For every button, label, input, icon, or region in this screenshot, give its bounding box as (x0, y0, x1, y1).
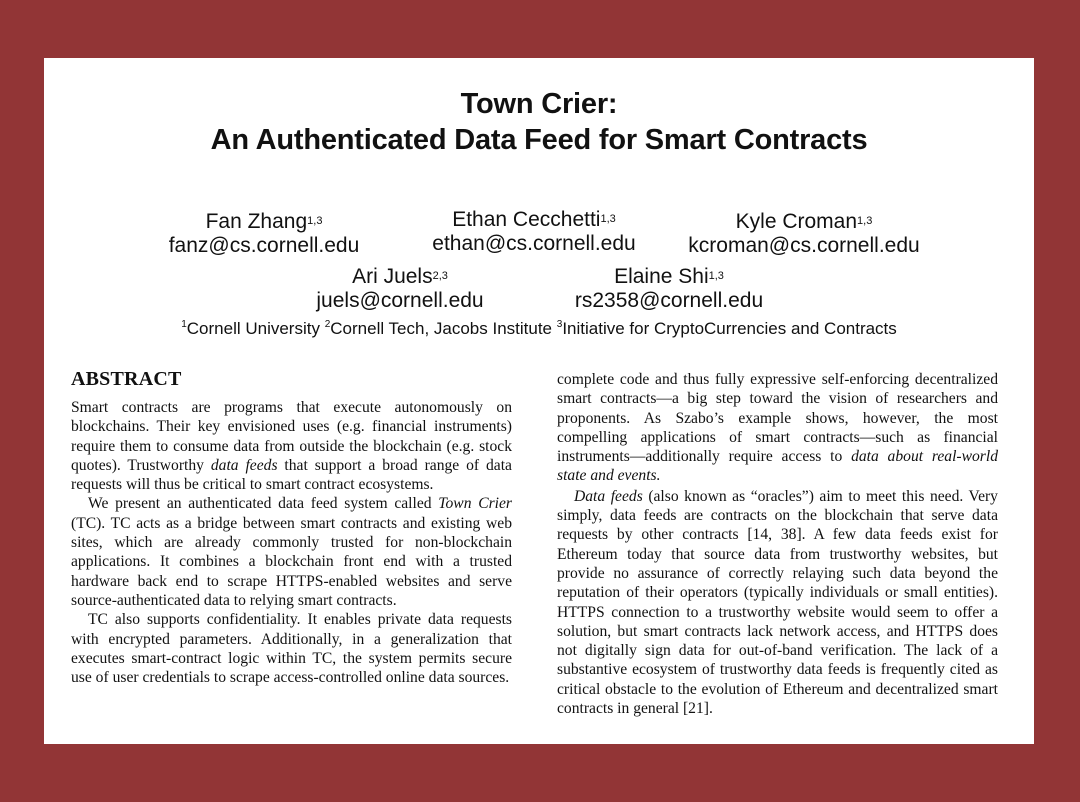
author-name: Kyle Croman (735, 210, 858, 233)
affil-sup: 2 (324, 319, 331, 330)
author-block (554, 265, 784, 313)
author-affil-sup: 1,3 (600, 213, 616, 225)
author-name: Fan Zhang (205, 210, 308, 233)
affiliations-line (44, 319, 1034, 339)
author-email: ethan@cs.cornell.edu (432, 232, 636, 255)
paragraph-text: that support a broad range of data requests will thus be critical to smart contract ecosystems. (71, 456, 512, 494)
author-affil-sup: 2,3 (432, 270, 448, 282)
affil-sup: 3 (556, 319, 563, 330)
author-name-line (674, 210, 934, 234)
abstract-paragraph (71, 494, 512, 610)
author-name-line (554, 265, 784, 289)
author-name-line (290, 265, 510, 289)
author-block (290, 265, 510, 313)
body-paragraph (557, 370, 998, 486)
affil-sup: 1 (181, 319, 187, 330)
author-name: Ethan Cecchetti (452, 208, 601, 231)
author-name: Ari Juels (352, 265, 433, 288)
emphasis-text: Data feeds (574, 487, 643, 505)
author-email: kcroman@cs.cornell.edu (688, 234, 920, 257)
paragraph-text: complete code and thus fully expressive self-enforcing decentralized smart contracts—a big step toward the vision of researchers and proponents. As Szabo’s example shows, however, the most compelling applications of smart contracts—such as financial instruments—additionally require access to (557, 371, 998, 466)
author-block (409, 208, 659, 256)
author-affil-sup: 1,3 (857, 215, 873, 227)
body-paragraph (557, 487, 998, 719)
abstract-paragraph (71, 398, 512, 494)
author-name-line (139, 210, 389, 234)
author-email: juels@cornell.edu (316, 289, 484, 312)
left-column (71, 368, 512, 687)
paragraph-text: Smart contracts are programs that execute autonomously on blockchains. Their key envisioned uses (e.g. financial instruments) require them to consume data from outside the blockchain (e.g. stock quotes). Trustworthy (71, 399, 512, 474)
author-name-line (409, 208, 659, 232)
author-block (139, 210, 389, 258)
paragraph-text: (also known as “oracles”) aim to meet this need. Very simply, data feeds are contracts on the blockchain that serve data requests by other contracts [14, 38]. A few data feeds exist for Ethereum today that source data from trustworthy websites, but provide no assurance of correctly relaying such data beyond the reputation of their operators (typically individuals or small entities). HTTPS connection to a trustworthy website would seem to offer a solution, but smart contracts lack network access, and HTTPS does not digitally sign data for out-of-band verification. The lack of a substantive ecosystem of trustworthy data feeds is frequently cited as critical obstacle to the evolution of Ethereum and decentralized smart contracts in general [21]. (557, 487, 998, 718)
author-email: rs2358@cornell.edu (574, 289, 764, 312)
affiliation: Cornell University (186, 319, 320, 338)
author-block (674, 210, 934, 258)
paper-title-line-1: Town Crier: (460, 88, 618, 120)
emphasis-text: Town Crier (438, 495, 512, 513)
abstract-paragraph: TC also supports confidentiality. It enables private data requests with encrypted parameters. Additionally, in a generalization that executes smart-contract logic within TC, the system permits secure use of user credentials to scrape access-controlled online data sources. (71, 611, 512, 687)
paper-page (44, 58, 1034, 744)
author-name: Elaine Shi (614, 265, 709, 288)
affiliation: Cornell Tech, Jacobs Institute (330, 319, 553, 338)
emphasis-text: data about real-world state and events. (557, 448, 998, 485)
author-affil-sup: 1,3 (708, 270, 724, 282)
abstract-heading: ABSTRACT (71, 368, 182, 390)
paragraph-text: We present an authenticated data feed system called (88, 495, 439, 513)
emphasis-text: data feeds (210, 456, 278, 474)
author-affil-sup: 1,3 (307, 215, 323, 227)
paper-title-line-2: An Authenticated Data Feed for Smart Contracts (210, 124, 868, 156)
affiliation: Initiative for CryptoCurrencies and Contracts (562, 319, 897, 338)
author-email: fanz@cs.cornell.edu (168, 234, 360, 257)
paragraph-text: (TC). TC acts as a bridge between smart contracts and existing web sites, which are already commonly trusted for non-blockchain applications. It combines a blockchain front end with a trusted hardware back end to scrape HTTPS-enabled websites and serve source-authenticated data to relying smart contracts. (71, 514, 512, 609)
right-column (557, 370, 998, 718)
